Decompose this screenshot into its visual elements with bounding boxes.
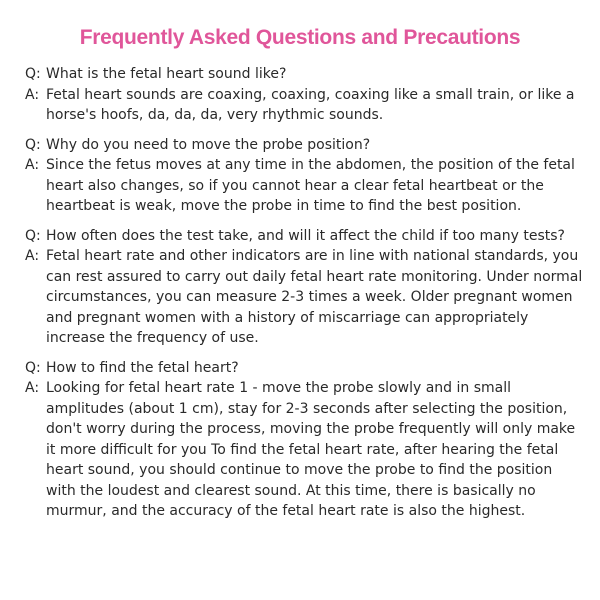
question-text: How often does the test take, and will it affect the child if too many tests? (46, 227, 565, 244)
answer-line (25, 246, 585, 349)
answer-line (25, 155, 585, 217)
question-line (25, 358, 585, 379)
answer-text: Looking for fetal heart rate 1 - move the probe slowly and in small amplitudes (about 1 cm), stay for 2-3 seconds after selecting the position, don't worry during the process, moving the probe frequently will only make it more difficult for you To find the fetal heart rate, after hearing the fetal heart sound, you should continue to move the probe to find the position with the loudest and clearest sound. At this time, there is basically no murmur, and the accuracy of the fetal heart rate is also the highest. (46, 380, 576, 519)
faq-item (25, 358, 585, 522)
question-prefix: Q: (25, 136, 41, 153)
faq-item (25, 135, 585, 217)
answer-prefix: A: (25, 86, 40, 103)
answer-line (25, 85, 585, 126)
answer-text: Since the fetus moves at any time in the abdomen, the position of the fetal heart also changes, so if you cannot hear a clear fetal heartbeat or the heartbeat is weak, move the probe in time to find the best position. (46, 157, 575, 214)
question-text: What is the fetal heart sound like? (46, 66, 287, 82)
answer-text: Fetal heart sounds are coaxing, coaxing, coaxing like a small train, or like a horse's hoofs, da, da, da, very rhythmic sounds. (46, 86, 575, 123)
answer-text: Fetal heart rate and other indicators are in line with national standards, you can rest assured to carry out daily fetal heart rate monitoring. Under normal circumstances, you can measure 2-3 times a week. Older pregnant women and pregnant women with a history of miscarriage can appropriately increase the frequency of use. (46, 248, 583, 346)
question-line (25, 64, 585, 85)
question-text: How to find the fetal heart? (46, 359, 239, 376)
question-prefix: Q: (25, 227, 41, 244)
answer-line (25, 378, 585, 522)
question-prefix: Q: (25, 66, 41, 82)
faq-list (25, 64, 585, 531)
answer-prefix: A: (25, 157, 40, 173)
answer-prefix: A: (25, 248, 40, 264)
question-line (25, 135, 585, 156)
answer-prefix: A: (25, 380, 40, 396)
question-prefix: Q: (25, 359, 41, 376)
question-text: Why do you need to move the probe position? (46, 136, 371, 153)
faq-item (25, 64, 585, 126)
question-line (25, 226, 585, 247)
faq-item (25, 226, 585, 349)
page-title: Frequently Asked Questions and Precautions (79, 26, 521, 49)
